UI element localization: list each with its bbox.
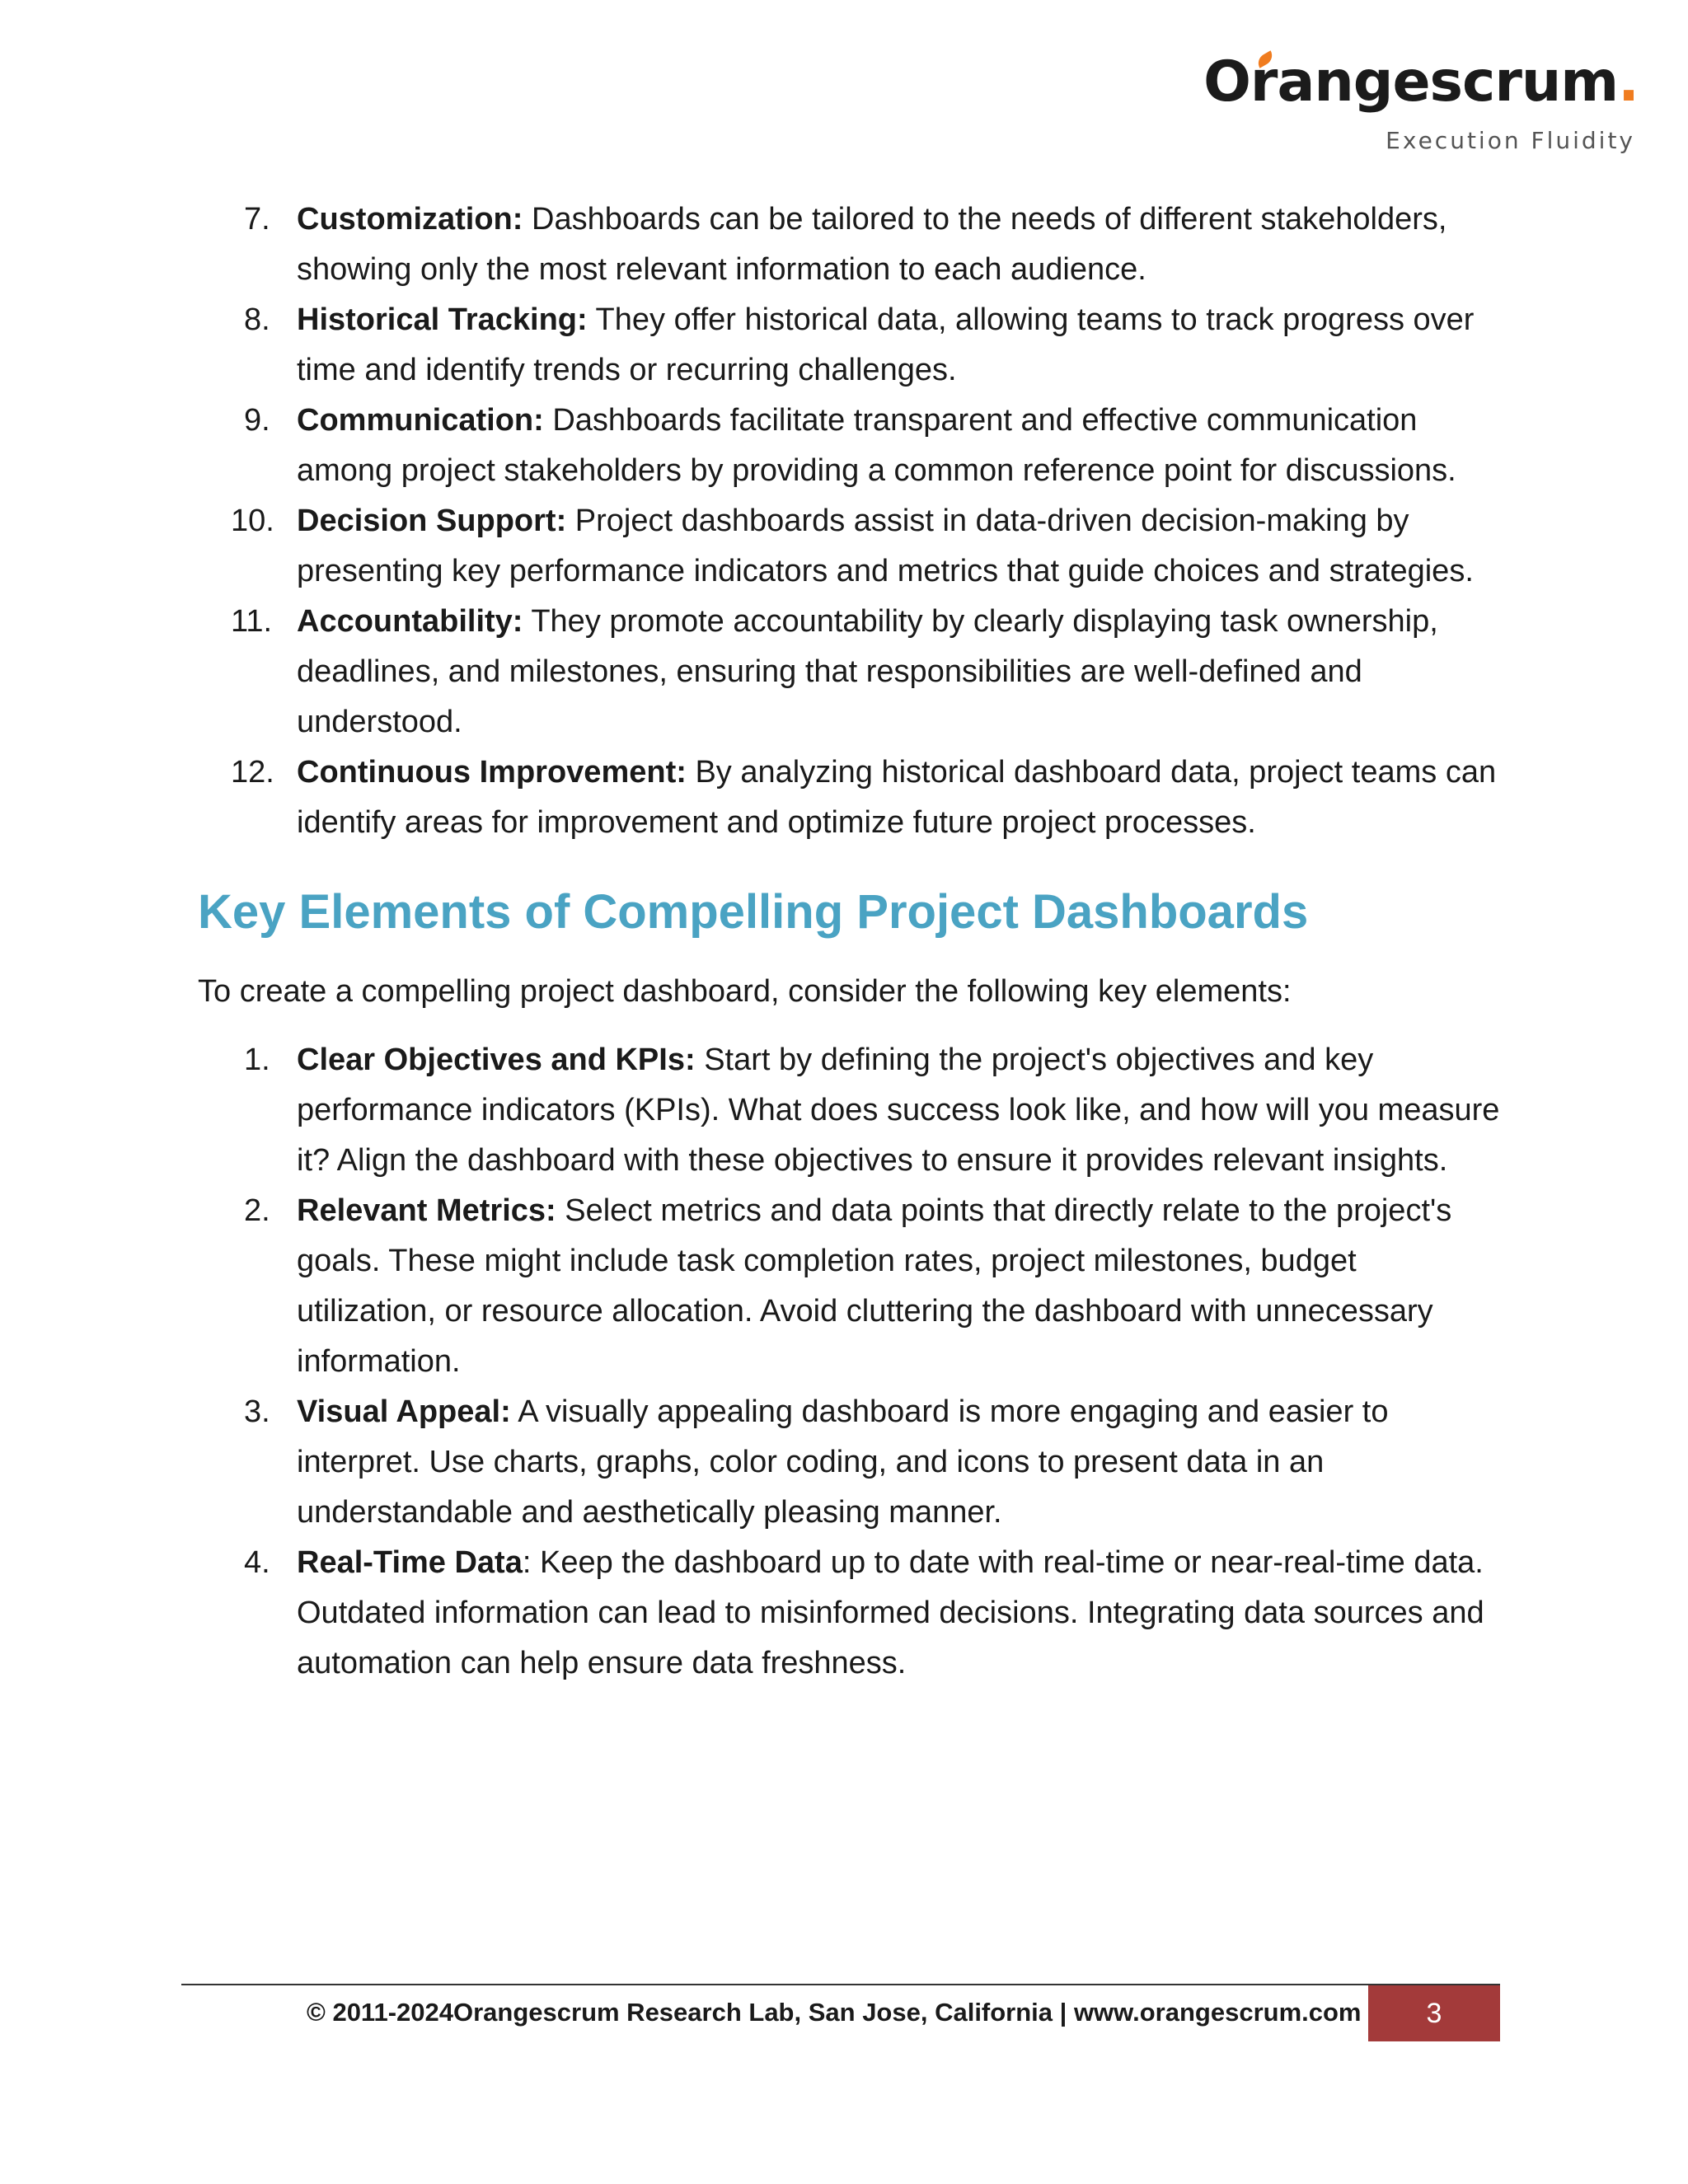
list-item-term: Real-Time Data [297, 1545, 523, 1580]
list-item-term: Historical Tracking: [297, 302, 588, 337]
logo-dot: . [1618, 49, 1639, 115]
list-item-number: 7. [244, 202, 270, 237]
list-item [198, 748, 1500, 848]
list-item-text: Dashboards facilitate transparent and effective communication among project stakeholders by providing a common reference point for discussions. [297, 403, 1456, 488]
list-item-term: Clear Objectives and KPIs: [297, 1043, 696, 1077]
list-item-term: Continuous Improvement: [297, 755, 687, 790]
footer-copyright: © 2011-2024Orangescrum Research Lab, San Jose, California | www.orangescrum.com [307, 1998, 1362, 2027]
list-item-text: They promote accountability by clearly displaying task ownership, deadlines, and milestones, ensuring that responsibilities are well-defined and understood. [297, 604, 1438, 739]
list-item-text: A visually appealing dashboard is more engaging and easier to interpret. Use charts, graphs, color coding, and icons to present data in an understandable and aesthetically pleasing manner. [297, 1394, 1389, 1530]
list-item-number: 3. [244, 1394, 270, 1429]
logo-tagline: Execution Fluidity [1386, 127, 1635, 154]
list-item [198, 1538, 1500, 1689]
list-item-number: 12. [231, 755, 274, 790]
list-item [198, 597, 1500, 748]
list-item-text: Start by defining the project's objectives and key performance indicators (KPIs). What does success look like, and how will you measure it? Align the dashboard with these objectives to ensure it provides relevant insights. [297, 1043, 1500, 1178]
list-item-number: 4. [244, 1545, 270, 1580]
list-item-text: They offer historical data, allowing teams to track progress over time and identify trends or recurring challenges. [297, 302, 1475, 387]
list-item [198, 496, 1500, 597]
list-item-term: Communication: [297, 403, 544, 438]
list-item-number: 2. [244, 1193, 270, 1228]
list-item [198, 1387, 1500, 1538]
benefits-list-continued [198, 194, 1500, 848]
list-item-number: 8. [244, 302, 270, 337]
list-item-number: 11. [231, 604, 273, 639]
logo-name: Orangescrum [1203, 49, 1619, 115]
list-item-term: Decision Support: [297, 504, 567, 538]
list-item [198, 194, 1500, 295]
list-item-text: : Keep the dashboard up to date with real-time or near-real-time data. Outdated information can lead to misinformed decisions. Integrating data sources and automation can help ensure data freshness. [297, 1545, 1484, 1680]
list-item-term: Relevant Metrics: [297, 1193, 556, 1228]
list-item-term: Customization: [297, 202, 523, 237]
list-item-text: Project dashboards assist in data-driven decision-making by presenting key performance indicators and metrics that guide choices and strategies. [297, 504, 1474, 588]
list-item [198, 1035, 1500, 1186]
brand-logo [1203, 49, 1639, 165]
page-number-badge: 3 [1368, 1985, 1500, 2041]
list-item-number: 1. [244, 1043, 270, 1077]
list-item-number: 9. [244, 403, 270, 438]
list-item [198, 295, 1500, 396]
list-item [198, 1186, 1500, 1387]
footer-divider [181, 1984, 1500, 1985]
list-item-text: Dashboards can be tailored to the needs of different stakeholders, showing only the most relevant information to each audience. [297, 202, 1447, 287]
section-heading: Key Elements of Compelling Project Dashboards [198, 885, 1309, 939]
key-elements-list [198, 1035, 1500, 1689]
logo-wordmark [1203, 49, 1639, 115]
list-item [198, 396, 1500, 496]
list-item-number: 10. [231, 504, 274, 538]
list-item-term: Accountability: [297, 604, 523, 639]
section-intro: To create a compelling project dashboard, consider the following key elements: [198, 974, 1292, 1009]
list-item-text: Select metrics and data points that directly relate to the project's goals. These might include task completion rates, project milestones, budget utilization, or resource allocation. Avoid cluttering the dashboard with unnecessary information. [297, 1193, 1452, 1379]
page-content [198, 194, 1500, 1689]
list-item-term: Visual Appeal: [297, 1394, 511, 1429]
list-item-text: By analyzing historical dashboard data, project teams can identify areas for improvement and optimize future project processes. [297, 755, 1497, 840]
